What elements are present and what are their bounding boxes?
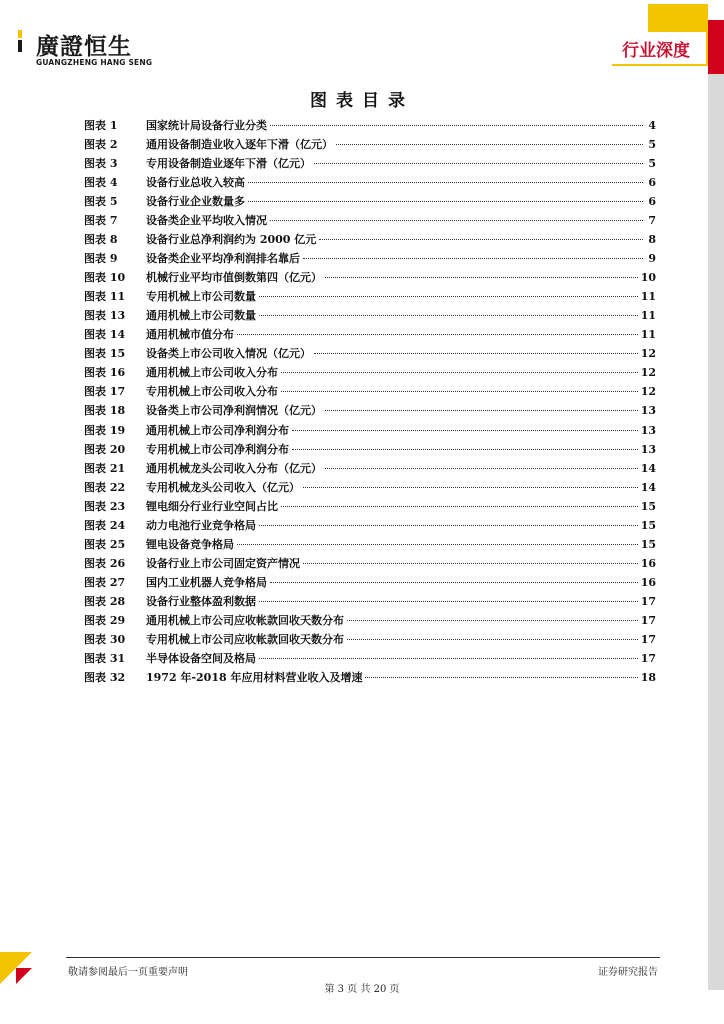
toc-entry-page: 13 — [640, 423, 656, 437]
toc-entry-page: 6 — [648, 195, 656, 209]
toc-entry-leader — [319, 239, 643, 240]
toc-entry[interactable] — [84, 478, 656, 497]
toc-entry-label: 图表 24 — [84, 518, 126, 532]
toc-entry[interactable] — [84, 287, 656, 306]
footer-page-number: 第 3 页 共 20 页 — [324, 984, 400, 995]
toc-entry-page: 17 — [640, 632, 656, 646]
toc-entry-leader — [281, 506, 638, 507]
report-tag — [612, 32, 706, 66]
logo-english-name: GUANGZHENG HANG SENG — [36, 58, 153, 67]
toc-entry-page: 15 — [640, 499, 656, 513]
toc-entry-title: 专用机械龙头公司收入（亿元） — [146, 480, 300, 494]
toc-entry[interactable] — [84, 592, 656, 611]
toc-entry-page: 5 — [648, 157, 656, 171]
toc-entry-page: 11 — [640, 309, 656, 323]
company-logo — [18, 28, 178, 68]
toc-entry-leader — [270, 220, 643, 221]
toc-entry[interactable] — [84, 630, 656, 649]
toc-entry[interactable] — [84, 192, 656, 211]
toc-entry[interactable] — [84, 249, 656, 268]
toc-entry-leader — [314, 163, 643, 164]
toc-entry[interactable] — [84, 344, 656, 363]
toc-entry-leader — [237, 544, 638, 545]
toc-entry-leader — [259, 315, 638, 316]
toc-entry-leader — [347, 620, 638, 621]
toc-entry-label: 图表 19 — [84, 423, 126, 437]
toc-entry-leader — [237, 334, 638, 335]
toc-entry-page: 16 — [640, 575, 656, 589]
toc-entry-leader — [325, 410, 638, 411]
toc-entry-page: 9 — [648, 252, 656, 266]
toc-entry-label: 图表 15 — [84, 347, 126, 361]
toc-entry-page: 12 — [640, 366, 656, 380]
toc-entry[interactable] — [84, 135, 656, 154]
toc-entry-title: 设备类企业平均收入情况 — [146, 214, 267, 228]
toc-entry-leader — [292, 449, 638, 450]
toc-entry-label: 图表 16 — [84, 366, 126, 380]
toc-entry-page: 14 — [640, 461, 656, 475]
toc-entry-title: 机械行业平均市值倒数第四（亿元） — [146, 271, 322, 285]
toc-entry[interactable] — [84, 535, 656, 554]
footer-disclaimer: 敬请参阅最后一页重要声明 — [68, 967, 188, 978]
toc-entry-page: 10 — [640, 271, 656, 285]
toc-entry-page: 13 — [640, 404, 656, 418]
toc-entry[interactable] — [84, 211, 656, 230]
toc-entry[interactable] — [84, 421, 656, 440]
toc-entry[interactable] — [84, 611, 656, 630]
toc-entry-label: 图表 31 — [84, 651, 126, 665]
toc-entry-label: 图表 26 — [84, 556, 126, 570]
toc-entry-title: 通用机械上市公司净利润分布 — [146, 423, 289, 437]
toc-entry-label: 图表 20 — [84, 442, 126, 456]
toc-entry-leader — [281, 391, 638, 392]
toc-entry-title: 半导体设备空间及格局 — [146, 651, 256, 665]
toc-entry[interactable] — [84, 573, 656, 592]
toc-entry-label: 图表 5 — [84, 195, 118, 209]
toc-entry[interactable] — [84, 516, 656, 535]
toc-entry-title: 锂电设备竞争格局 — [146, 537, 234, 551]
toc-entry-title: 通用设备制造业收入逐年下滑（亿元） — [146, 138, 333, 152]
logo-mark-icon — [18, 30, 23, 52]
toc-entry-title: 设备类上市公司收入情况（亿元） — [146, 347, 311, 361]
toc-entry-title: 1972 年-2018 年应用材料营业收入及增速 — [146, 670, 363, 684]
toc-entry-label: 图表 7 — [84, 214, 118, 228]
toc-entry[interactable] — [84, 230, 656, 249]
toc-entry-label: 图表 22 — [84, 480, 126, 494]
toc-entry[interactable] — [84, 497, 656, 516]
toc-entry-label: 图表 14 — [84, 328, 126, 342]
toc-entry-label: 图表 11 — [84, 290, 126, 304]
toc-entry-page: 11 — [640, 328, 656, 342]
toc-entry-leader — [325, 468, 638, 469]
toc-entry-title: 通用机械上市公司应收帐款回收天数分布 — [146, 613, 344, 627]
toc-entry-title: 专用机械上市公司净利润分布 — [146, 442, 289, 456]
toc-entry-page: 6 — [648, 176, 656, 190]
side-grey-bar — [708, 74, 724, 990]
toc-entry[interactable] — [84, 325, 656, 344]
toc-entry-leader — [259, 296, 638, 297]
toc-entry-leader — [248, 182, 643, 183]
toc-entry-label: 图表 17 — [84, 385, 126, 399]
toc-entry-page: 4 — [648, 119, 656, 132]
toc-entry-title: 专用机械上市公司收入分布 — [146, 385, 278, 399]
toc-entry-leader — [270, 125, 643, 126]
toc-entry-leader — [292, 430, 638, 431]
toc-entry-title: 专用机械上市公司应收帐款回收天数分布 — [146, 632, 344, 646]
footer-divider — [66, 957, 660, 958]
toc-entry[interactable] — [84, 154, 656, 173]
toc-entry-label: 图表 32 — [84, 670, 126, 684]
toc-entry-title: 国家统计局设备行业分类 — [146, 119, 267, 132]
toc-entry-title: 专用设备制造业逐年下滑（亿元） — [146, 157, 311, 171]
toc-entry-label: 图表 13 — [84, 309, 126, 323]
toc-entry[interactable] — [84, 459, 656, 478]
toc-entry-page: 17 — [640, 651, 656, 665]
toc-entry-title: 设备行业企业数量多 — [146, 195, 245, 209]
toc-entry-page: 13 — [640, 442, 656, 456]
toc-entry[interactable] — [84, 649, 656, 668]
toc-entry-leader — [259, 658, 638, 659]
toc-entry-title: 设备行业整体盈利数据 — [146, 594, 256, 608]
report-tag-label: 行业深度 — [622, 41, 690, 61]
toc-entry-label: 图表 27 — [84, 575, 126, 589]
toc-entry-page: 17 — [640, 613, 656, 627]
toc-entry-label: 图表 28 — [84, 594, 126, 608]
toc-entry-leader — [248, 201, 643, 202]
toc-entry-title: 设备类企业平均净利润排名靠后 — [146, 252, 300, 266]
toc-entry-title: 通用机械龙头公司收入分布（亿元） — [146, 461, 322, 475]
toc-entry-label: 图表 9 — [84, 252, 118, 266]
toc-entry-title: 通用机械市值分布 — [146, 328, 234, 342]
toc-entry-leader — [259, 601, 638, 602]
toc-entry[interactable] — [84, 306, 656, 325]
toc-entry-title: 设备类上市公司净利润情况（亿元） — [146, 404, 322, 418]
toc-entry-label: 图表 29 — [84, 613, 126, 627]
toc-entry-page: 15 — [640, 518, 656, 532]
toc-entry-page: 14 — [640, 480, 656, 494]
toc-entry-title: 国内工业机器人竞争格局 — [146, 575, 267, 589]
toc-entry-title: 设备行业总净利润约为 2000 亿元 — [146, 233, 317, 247]
logo-chinese-name: 廣證恒生 — [36, 34, 132, 60]
footer-report-type: 证券研究报告 — [598, 967, 658, 978]
toc-entry-leader — [303, 258, 643, 259]
toc-entry-label: 图表 4 — [84, 176, 118, 190]
toc-entry-label: 图表 2 — [84, 138, 118, 152]
toc-entry-title: 专用机械上市公司数量 — [146, 290, 256, 304]
side-red-bar — [708, 20, 724, 74]
toc-entry-leader — [259, 525, 638, 526]
toc-entry-leader — [303, 563, 638, 564]
toc-entry-page: 16 — [640, 556, 656, 570]
toc-entry-page: 5 — [648, 138, 656, 152]
toc-entry[interactable] — [84, 382, 656, 401]
toc-entry-page: 11 — [640, 290, 656, 304]
toc-entry-label: 图表 25 — [84, 537, 126, 551]
toc-entry-leader — [303, 487, 638, 488]
toc-entry-label: 图表 1 — [84, 119, 118, 132]
toc-entry-label: 图表 3 — [84, 157, 118, 171]
toc-entry[interactable] — [84, 173, 656, 192]
toc-entry-page: 17 — [640, 594, 656, 608]
toc-entry-label: 图表 18 — [84, 404, 126, 418]
toc-entry-title: 动力电池行业竞争格局 — [146, 518, 256, 532]
toc-entry[interactable] — [84, 363, 656, 382]
toc-entry[interactable] — [84, 554, 656, 573]
toc-entry-page: 8 — [648, 233, 656, 247]
toc-entry-leader — [314, 353, 638, 354]
toc-entry-leader — [325, 277, 638, 278]
toc-entry[interactable] — [84, 668, 656, 687]
toc-entry-label: 图表 8 — [84, 233, 118, 247]
toc-entry-title: 设备行业上市公司固定资产情况 — [146, 556, 300, 570]
toc-entry-leader — [365, 677, 637, 678]
toc-entry-title: 通用机械上市公司数量 — [146, 309, 256, 323]
toc-entry-leader — [281, 372, 638, 373]
toc-entry-page: 15 — [640, 537, 656, 551]
toc-entry-title: 锂电细分行业行业空间占比 — [146, 499, 278, 513]
toc-entry-title: 通用机械上市公司收入分布 — [146, 366, 278, 380]
toc-entry-page: 12 — [640, 347, 656, 361]
figure-toc-list — [84, 116, 656, 687]
toc-entry[interactable] — [84, 401, 656, 420]
toc-entry-leader — [347, 639, 638, 640]
toc-entry-label: 图表 23 — [84, 499, 126, 513]
toc-entry-page: 7 — [648, 214, 656, 228]
toc-entry[interactable] — [84, 116, 656, 135]
toc-entry-leader — [336, 144, 643, 145]
toc-entry-label: 图表 10 — [84, 271, 126, 285]
toc-entry[interactable] — [84, 440, 656, 459]
toc-entry-leader — [270, 582, 638, 583]
toc-title: 图表目录 — [310, 91, 414, 111]
toc-entry-title: 设备行业总收入较高 — [146, 176, 245, 190]
toc-entry-label: 图表 30 — [84, 632, 126, 646]
toc-entry-page: 18 — [640, 670, 656, 684]
toc-entry-page: 12 — [640, 385, 656, 399]
toc-entry-label: 图表 21 — [84, 461, 126, 475]
toc-entry[interactable] — [84, 268, 656, 287]
